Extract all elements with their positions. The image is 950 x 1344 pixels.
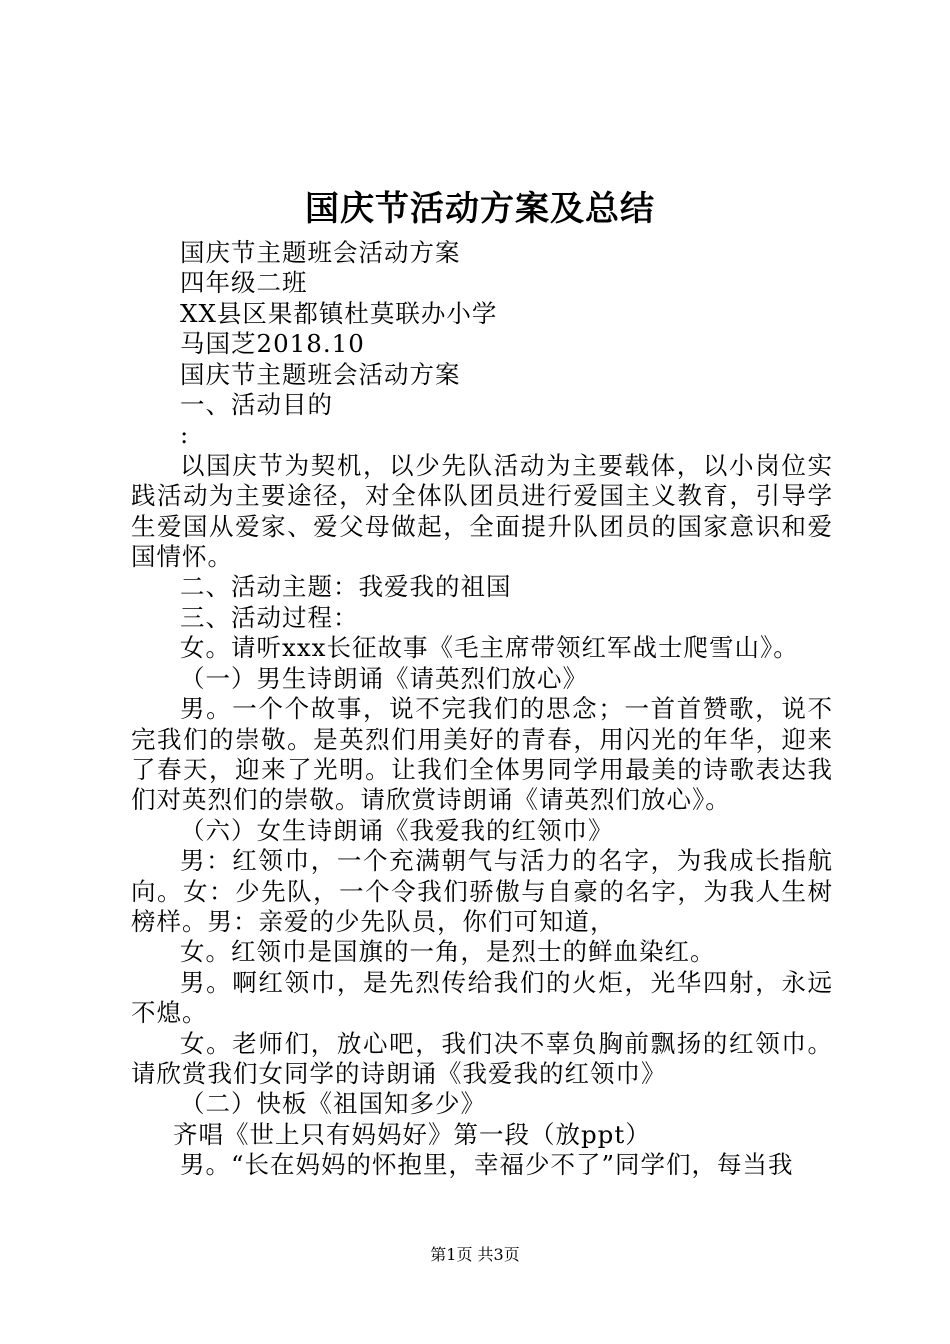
- paragraph: 男。“长在妈妈的怀抱里，幸福少不了”同学们，每当我: [180, 1150, 794, 1180]
- document-body: [131, 238, 833, 1181]
- paragraph: 齐唱《世上只有妈妈好》第一段（放ppt）: [173, 1119, 651, 1149]
- paragraph: 女。红领巾是国旗的一角，是烈士的鲜血染红。: [180, 937, 716, 967]
- paragraph: 国庆节主题班会活动方案: [180, 359, 461, 389]
- paragraph: 四年级二班: [180, 268, 308, 298]
- paragraph: 马国芝2018.10: [180, 329, 365, 359]
- paragraph: 男：红领巾，一个充满朝气与活力的名字，为我成长指航向。女：少先队，一个令我们骄傲与自豪的名字，为我人生树榜样。男：亲爱的少先队员，你们可知道，: [131, 846, 833, 936]
- paragraph: （一）男生诗朗诵《请英烈们放心》: [180, 663, 588, 693]
- paragraph: 国庆节主题班会活动方案: [180, 238, 461, 267]
- page-number-footer: 第1页 共3页: [430, 1245, 520, 1264]
- paragraph: 三、活动过程：: [180, 602, 359, 632]
- paragraph: 二、活动主题：我爱我的祖国: [180, 572, 512, 602]
- paragraph: 男。一个个故事，说不完我们的思念；一首首赞歌，说不完我们的崇敬。是英烈们用美好的青春，用闪光的年华，迎来了春天，迎来了光明。让我们全体男同学用最美的诗歌表达我们对英烈们的崇敬。请欣赏诗朗诵《请英烈们放心》。: [131, 694, 833, 815]
- paragraph: XX县区果都镇杜莫联办小学: [180, 298, 498, 328]
- paragraph: 男。啊红领巾，是先烈传给我们的火炬，光华四射，永远不熄。: [131, 967, 833, 1028]
- paragraph: 女。老师们，放心吧，我们决不辜负胸前飘扬的红领巾。请欣赏我们女同学的诗朗诵《我爱我的红领巾》: [131, 1028, 833, 1088]
- paragraph: :: [180, 420, 190, 450]
- paragraph: （二）快板《祖国知多少》: [180, 1089, 486, 1119]
- paragraph: 一、活动目的: [180, 390, 333, 420]
- document-title: 国庆节活动方案及总结: [305, 189, 655, 229]
- paragraph: （六）女生诗朗诵《我爱我的红领巾》: [180, 815, 614, 845]
- paragraph: 女。请听xxx长征故事《毛主席带领红军战士爬雪山》。: [180, 633, 799, 663]
- paragraph: 以国庆节为契机，以少先队活动为主要载体，以小岗位实践活动为主要途径，对全体队团员进行爱国主义教育，引导学生爱国从爱家、爱父母做起，全面提升队团员的国家意识和爱国情怀。: [131, 450, 833, 572]
